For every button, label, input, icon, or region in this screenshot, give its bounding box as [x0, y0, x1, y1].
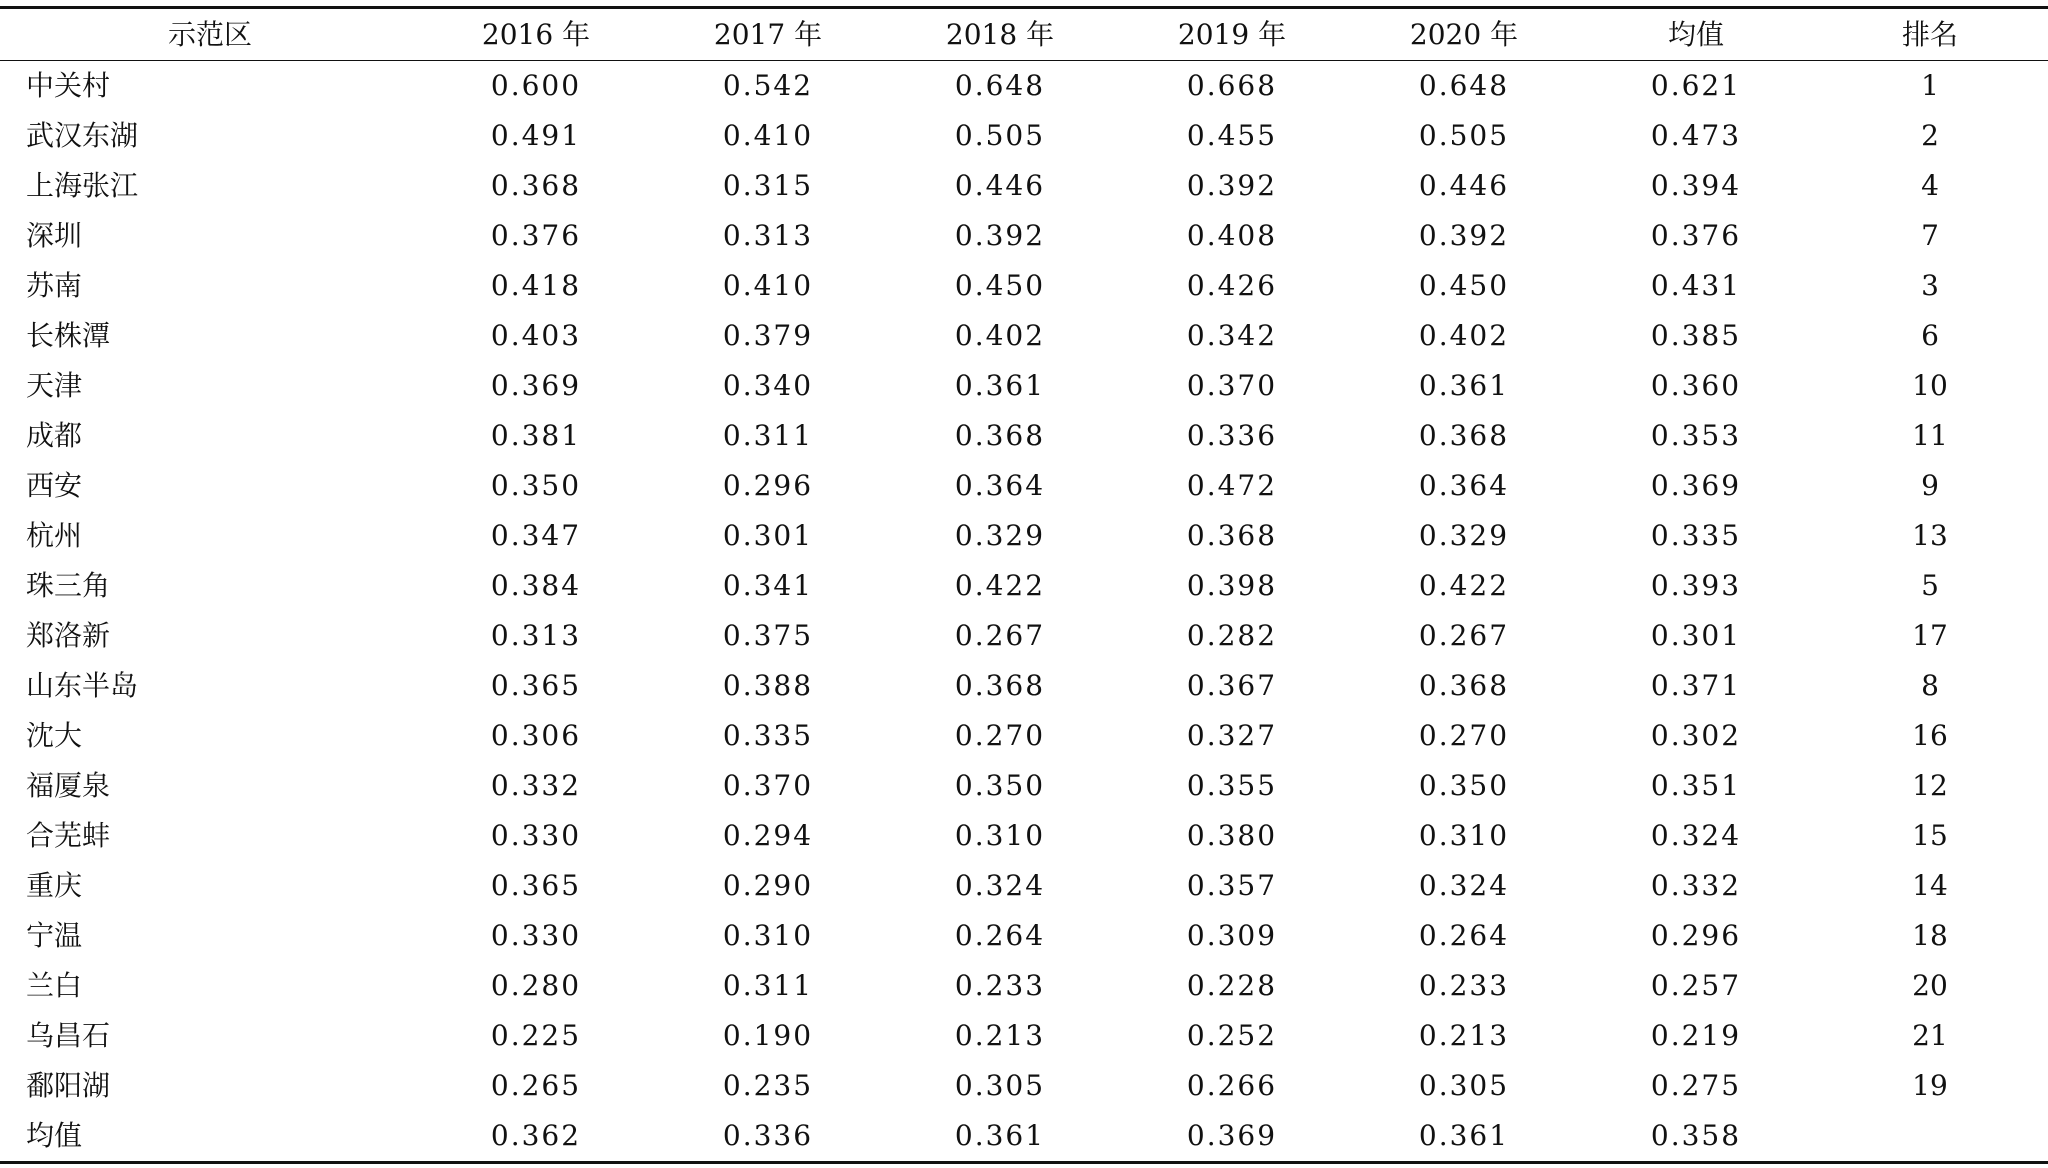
cell-y2019: 0.355	[1186, 769, 1278, 802]
table-row	[0, 461, 2048, 511]
table-wrapper	[0, 6, 2048, 1164]
cell-y2018: 0.402	[954, 319, 1046, 352]
header-2017: 2017 年	[652, 8, 884, 61]
cell-mean: 0.385	[1650, 319, 1742, 352]
table-row	[0, 1111, 2048, 1163]
cell-rank: 7	[1921, 219, 1939, 252]
cell-y2020: 0.310	[1418, 819, 1510, 852]
cell-y2017: 0.235	[722, 1069, 814, 1102]
cell-y2019: 0.408	[1186, 219, 1278, 252]
header-region: 示范区	[0, 8, 420, 61]
cell-rank: 10	[1912, 369, 1948, 402]
cell-y2018: 0.310	[954, 819, 1046, 852]
cell-y2019: 0.370	[1186, 369, 1278, 402]
cell-mean: 0.353	[1650, 419, 1742, 452]
table-row	[0, 61, 2048, 112]
cell-mean: 0.335	[1650, 519, 1742, 552]
cell-y2018: 0.264	[954, 919, 1046, 952]
cell-y2017: 0.370	[722, 769, 814, 802]
cell-y2016: 0.403	[490, 319, 582, 352]
cell-mean: 0.257	[1650, 969, 1742, 1002]
cell-rank: 17	[1912, 619, 1948, 652]
cell-y2018: 0.270	[954, 719, 1046, 752]
cell-mean: 0.301	[1650, 619, 1742, 652]
cell-mean: 0.302	[1650, 719, 1742, 752]
cell-y2019: 0.380	[1186, 819, 1278, 852]
cell-y2019: 0.336	[1186, 419, 1278, 452]
cell-y2019: 0.357	[1186, 869, 1278, 902]
cell-y2016: 0.376	[490, 219, 582, 252]
cell-y2019: 0.367	[1186, 669, 1278, 702]
cell-y2018: 0.368	[954, 669, 1046, 702]
cell-y2019: 0.472	[1186, 469, 1278, 502]
cell-region: 珠三角	[26, 569, 111, 602]
cell-y2019: 0.455	[1186, 119, 1278, 152]
cell-rank: 1	[1921, 69, 1939, 102]
cell-region: 天津	[26, 369, 83, 402]
cell-y2018: 0.368	[954, 419, 1046, 452]
cell-y2020: 0.213	[1418, 1019, 1510, 1052]
cell-rank: 12	[1912, 769, 1948, 802]
cell-y2017: 0.410	[722, 269, 814, 302]
cell-y2020: 0.350	[1418, 769, 1510, 802]
cell-y2017: 0.311	[722, 969, 814, 1002]
cell-y2017: 0.190	[722, 1019, 814, 1052]
cell-y2020: 0.505	[1418, 119, 1510, 152]
header-2020: 2020 年	[1348, 8, 1580, 61]
cell-mean: 0.275	[1650, 1069, 1742, 1102]
cell-y2017: 0.310	[722, 919, 814, 952]
cell-y2017: 0.340	[722, 369, 814, 402]
cell-region: 西安	[26, 469, 83, 502]
cell-y2017: 0.341	[722, 569, 814, 602]
table-row	[0, 211, 2048, 261]
table-row	[0, 1011, 2048, 1061]
table-body	[0, 61, 2048, 1163]
cell-y2019: 0.252	[1186, 1019, 1278, 1052]
cell-region: 长株潭	[26, 319, 111, 352]
cell-y2016: 0.365	[490, 669, 582, 702]
cell-y2016: 0.384	[490, 569, 582, 602]
cell-y2020: 0.402	[1418, 319, 1510, 352]
cell-rank: 4	[1921, 169, 1939, 202]
cell-y2017: 0.296	[722, 469, 814, 502]
cell-region: 合芜蚌	[26, 819, 111, 852]
cell-y2018: 0.305	[954, 1069, 1046, 1102]
cell-y2018: 0.364	[954, 469, 1046, 502]
cell-y2017: 0.542	[722, 69, 814, 102]
cell-y2016: 0.369	[490, 369, 582, 402]
cell-y2018: 0.213	[954, 1019, 1046, 1052]
cell-region: 福厦泉	[26, 769, 111, 802]
header-rank: 排名	[1812, 8, 2048, 61]
cell-y2017: 0.410	[722, 119, 814, 152]
cell-rank	[1812, 1111, 2048, 1163]
cell-mean: 0.360	[1650, 369, 1742, 402]
cell-rank: 19	[1912, 1069, 1948, 1102]
header-2016: 2016 年	[420, 8, 652, 61]
cell-mean: 0.332	[1650, 869, 1742, 902]
cell-mean: 0.324	[1650, 819, 1742, 852]
cell-y2018: 0.324	[954, 869, 1046, 902]
cell-y2016: 0.265	[490, 1069, 582, 1102]
cell-y2017: 0.388	[722, 669, 814, 702]
cell-y2016: 0.280	[490, 969, 582, 1002]
header-row	[0, 8, 2048, 61]
cell-y2018: 0.267	[954, 619, 1046, 652]
cell-y2018: 0.446	[954, 169, 1046, 202]
cell-y2017: 0.336	[722, 1119, 814, 1152]
cell-mean: 0.393	[1650, 569, 1742, 602]
cell-y2019: 0.392	[1186, 169, 1278, 202]
cell-y2020: 0.361	[1418, 369, 1510, 402]
cell-mean: 0.358	[1650, 1119, 1742, 1152]
table-row	[0, 561, 2048, 611]
cell-y2016: 0.225	[490, 1019, 582, 1052]
cell-y2019: 0.668	[1186, 69, 1278, 102]
table-row	[0, 761, 2048, 811]
cell-y2019: 0.369	[1186, 1119, 1278, 1152]
cell-y2020: 0.368	[1418, 669, 1510, 702]
cell-y2020: 0.270	[1418, 719, 1510, 752]
cell-y2018: 0.233	[954, 969, 1046, 1002]
cell-region: 鄱阳湖	[26, 1069, 111, 1102]
cell-region: 沈大	[26, 719, 83, 752]
cell-rank: 6	[1921, 319, 1939, 352]
cell-y2017: 0.375	[722, 619, 814, 652]
cell-y2017: 0.290	[722, 869, 814, 902]
table-row	[0, 311, 2048, 361]
cell-y2020: 0.305	[1418, 1069, 1510, 1102]
table-row	[0, 511, 2048, 561]
cell-rank: 13	[1912, 519, 1948, 552]
table-row	[0, 961, 2048, 1011]
cell-region: 上海张江	[26, 169, 139, 202]
cell-y2020: 0.329	[1418, 519, 1510, 552]
cell-mean: 0.431	[1650, 269, 1742, 302]
cell-y2016: 0.362	[490, 1119, 582, 1152]
cell-y2017: 0.335	[722, 719, 814, 752]
cell-y2018: 0.505	[954, 119, 1046, 152]
cell-y2018: 0.350	[954, 769, 1046, 802]
cell-y2020: 0.267	[1418, 619, 1510, 652]
table-row	[0, 811, 2048, 861]
table-row	[0, 261, 2048, 311]
cell-y2017: 0.379	[722, 319, 814, 352]
cell-region: 郑洛新	[26, 619, 111, 652]
cell-y2018: 0.329	[954, 519, 1046, 552]
cell-y2018: 0.422	[954, 569, 1046, 602]
cell-y2020: 0.324	[1418, 869, 1510, 902]
cell-rank: 18	[1912, 919, 1948, 952]
table-row	[0, 161, 2048, 211]
cell-mean: 0.219	[1650, 1019, 1742, 1052]
cell-region: 山东半岛	[26, 669, 139, 702]
data-table	[0, 6, 2048, 1164]
cell-y2020: 0.392	[1418, 219, 1510, 252]
cell-region: 苏南	[26, 269, 83, 302]
cell-y2019: 0.266	[1186, 1069, 1278, 1102]
cell-rank: 2	[1921, 119, 1939, 152]
cell-rank: 11	[1912, 419, 1948, 452]
cell-y2016: 0.313	[490, 619, 582, 652]
header-mean: 均值	[1580, 8, 1812, 61]
cell-y2016: 0.368	[490, 169, 582, 202]
table-row	[0, 861, 2048, 911]
cell-y2016: 0.330	[490, 819, 582, 852]
cell-rank: 16	[1912, 719, 1948, 752]
cell-y2020: 0.264	[1418, 919, 1510, 952]
cell-y2016: 0.306	[490, 719, 582, 752]
cell-mean: 0.371	[1650, 669, 1742, 702]
cell-rank: 14	[1912, 869, 1948, 902]
cell-mean: 0.296	[1650, 919, 1742, 952]
cell-y2018: 0.648	[954, 69, 1046, 102]
table-row	[0, 711, 2048, 761]
cell-rank: 8	[1921, 669, 1939, 702]
cell-mean: 0.351	[1650, 769, 1742, 802]
table-row	[0, 111, 2048, 161]
cell-y2020: 0.233	[1418, 969, 1510, 1002]
cell-y2017: 0.315	[722, 169, 814, 202]
cell-y2019: 0.228	[1186, 969, 1278, 1002]
cell-y2020: 0.422	[1418, 569, 1510, 602]
cell-region: 重庆	[26, 869, 83, 902]
cell-region: 深圳	[26, 219, 83, 252]
cell-y2018: 0.450	[954, 269, 1046, 302]
cell-region: 宁温	[26, 919, 83, 952]
cell-rank: 15	[1912, 819, 1948, 852]
table-row	[0, 661, 2048, 711]
cell-y2017: 0.294	[722, 819, 814, 852]
cell-y2018: 0.392	[954, 219, 1046, 252]
cell-mean: 0.376	[1650, 219, 1742, 252]
cell-y2016: 0.381	[490, 419, 582, 452]
cell-y2016: 0.600	[490, 69, 582, 102]
cell-y2018: 0.361	[954, 1119, 1046, 1152]
cell-region: 武汉东湖	[26, 119, 139, 152]
cell-region: 中关村	[26, 69, 111, 102]
table-row	[0, 1061, 2048, 1111]
table-row	[0, 361, 2048, 411]
cell-y2020: 0.446	[1418, 169, 1510, 202]
header-2018: 2018 年	[884, 8, 1116, 61]
cell-y2020: 0.450	[1418, 269, 1510, 302]
cell-rank: 21	[1912, 1019, 1948, 1052]
cell-y2020: 0.648	[1418, 69, 1510, 102]
cell-y2016: 0.350	[490, 469, 582, 502]
cell-y2019: 0.309	[1186, 919, 1278, 952]
cell-y2017: 0.313	[722, 219, 814, 252]
cell-region: 成都	[26, 419, 83, 452]
cell-mean: 0.621	[1650, 69, 1742, 102]
cell-y2016: 0.491	[490, 119, 582, 152]
cell-region: 乌昌石	[26, 1019, 111, 1052]
cell-rank: 20	[1912, 969, 1948, 1002]
header-2019: 2019 年	[1116, 8, 1348, 61]
cell-mean: 0.369	[1650, 469, 1742, 502]
cell-y2020: 0.364	[1418, 469, 1510, 502]
cell-y2019: 0.426	[1186, 269, 1278, 302]
cell-y2017: 0.301	[722, 519, 814, 552]
cell-y2016: 0.365	[490, 869, 582, 902]
cell-region: 均值	[26, 1119, 83, 1152]
cell-y2016: 0.347	[490, 519, 582, 552]
cell-rank: 5	[1921, 569, 1939, 602]
cell-mean: 0.394	[1650, 169, 1742, 202]
cell-y2019: 0.398	[1186, 569, 1278, 602]
cell-y2016: 0.330	[490, 919, 582, 952]
cell-y2019: 0.368	[1186, 519, 1278, 552]
cell-mean: 0.473	[1650, 119, 1742, 152]
cell-y2016: 0.418	[490, 269, 582, 302]
cell-y2019: 0.282	[1186, 619, 1278, 652]
cell-y2018: 0.361	[954, 369, 1046, 402]
table-row	[0, 411, 2048, 461]
cell-region: 杭州	[26, 519, 83, 552]
cell-region: 兰白	[26, 969, 83, 1002]
cell-y2019: 0.342	[1186, 319, 1278, 352]
cell-rank: 3	[1921, 269, 1939, 302]
cell-y2017: 0.311	[722, 419, 814, 452]
cell-y2020: 0.361	[1418, 1119, 1510, 1152]
cell-rank: 9	[1921, 469, 1939, 502]
table-row	[0, 911, 2048, 961]
cell-y2019: 0.327	[1186, 719, 1278, 752]
table-row	[0, 611, 2048, 661]
cell-y2016: 0.332	[490, 769, 582, 802]
cell-y2020: 0.368	[1418, 419, 1510, 452]
